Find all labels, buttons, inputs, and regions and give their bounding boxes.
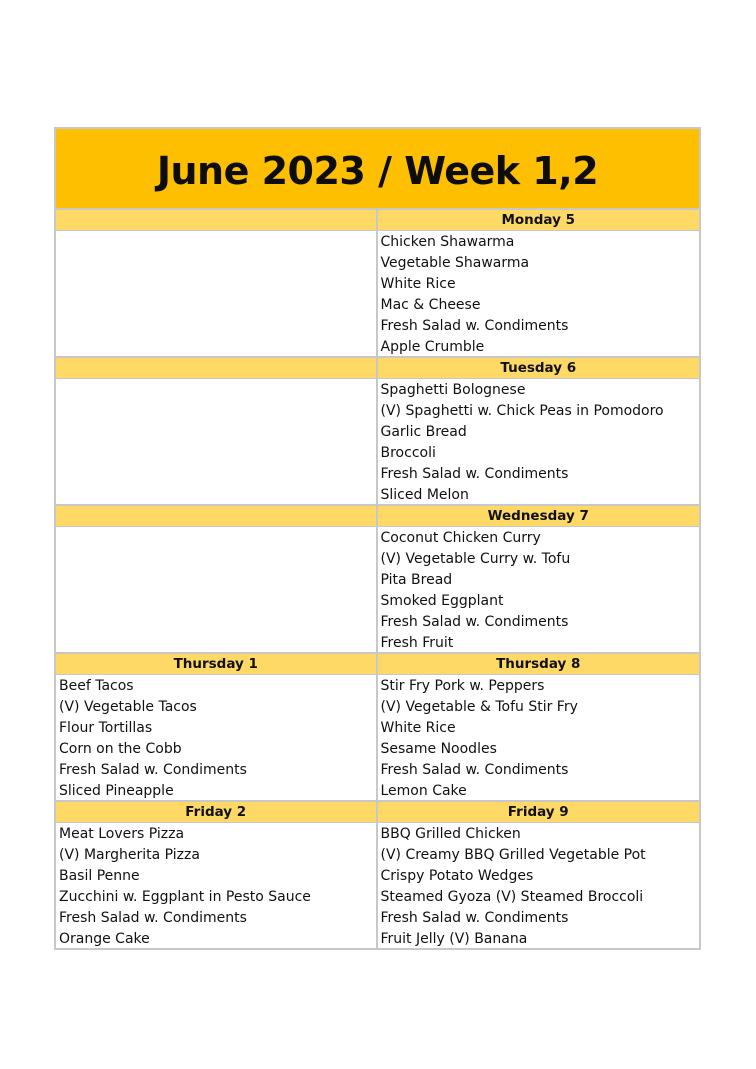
menu-item: White Rice [380,276,456,292]
menu-item: Coconut Chicken Curry [380,530,541,546]
day-blocks [56,210,699,948]
menu-item: Sliced Pineapple [59,783,174,799]
day-column-right [378,506,700,654]
day-block [56,210,699,358]
day-column-left [56,506,378,654]
day-header: Monday 5 [378,210,700,231]
page-title: June 2023 / Week 1,2 [156,148,599,193]
menu-item: Steamed Gyoza (V) Steamed Broccoli [380,889,644,905]
menu-item: (V) Margherita Pizza [59,847,200,863]
menu-item: Corn on the Cobb [59,741,182,757]
menu-item-list [378,379,700,506]
day-column-left [56,802,378,948]
day-column-right [378,210,700,358]
menu-item-list [56,231,376,358]
day-header: Friday 9 [378,802,700,823]
menu-item: Apple Crumble [380,339,485,355]
menu-item: Fresh Salad w. Condiments [380,318,569,334]
menu-item: Mac & Cheese [380,297,481,313]
day-header: Thursday 1 [56,654,376,675]
menu-table [54,127,701,950]
day-column-left [56,210,378,358]
menu-item-list [56,527,376,654]
menu-item: (V) Vegetable Curry w. Tofu [380,551,571,567]
day-header [56,358,376,379]
menu-item: Smoked Eggplant [380,593,504,609]
menu-item-list [378,527,700,654]
day-header: Wednesday 7 [378,506,700,527]
menu-item: Fresh Salad w. Condiments [59,762,247,778]
menu-item: Fresh Salad w. Condiments [59,910,247,926]
menu-item: Fresh Salad w. Condiments [380,466,569,482]
menu-item: Fresh Salad w. Condiments [380,762,569,778]
menu-item: (V) Vegetable Tacos [59,699,197,715]
day-block [56,654,699,802]
day-column-right [378,358,700,506]
day-column-right [378,802,700,948]
menu-item-list [378,231,700,358]
day-header [56,506,376,527]
day-header: Tuesday 6 [378,358,700,379]
menu-item: Fresh Salad w. Condiments [380,614,569,630]
menu-item: Orange Cake [59,931,150,947]
menu-item: Stir Fry Pork w. Peppers [380,678,545,694]
day-header [56,210,376,231]
menu-item-list [56,379,376,506]
day-block [56,506,699,654]
menu-item: Fruit Jelly (V) Banana [380,931,528,947]
menu-item: Beef Tacos [59,678,134,694]
menu-item-list [378,823,700,948]
day-block [56,358,699,506]
menu-item: Chicken Shawarma [380,234,515,250]
menu-item: Pita Bread [380,572,453,588]
menu-item: Vegetable Shawarma [380,255,530,271]
menu-item-list [56,823,376,948]
menu-item: Spaghetti Bolognese [380,382,526,398]
menu-item: Crispy Potato Wedges [380,868,534,884]
menu-item: Fresh Fruit [380,635,454,651]
menu-item: White Rice [380,720,456,736]
menu-item: (V) Creamy BBQ Grilled Vegetable Pot [380,847,646,863]
menu-item-list [378,675,700,802]
menu-item: Broccoli [380,445,436,461]
title-bar [56,129,699,210]
day-column-left [56,654,378,802]
menu-item: Meat Lovers Pizza [59,826,185,842]
menu-item: Garlic Bread [380,424,467,440]
menu-item-list [56,675,376,802]
menu-item: Sliced Melon [380,487,469,503]
menu-item: BBQ Grilled Chicken [380,826,521,842]
menu-item: Sesame Noodles [380,741,497,757]
menu-item: Zucchini w. Eggplant in Pesto Sauce [59,889,311,905]
menu-item: Fresh Salad w. Condiments [380,910,569,926]
menu-item: (V) Vegetable & Tofu Stir Fry [380,699,578,715]
menu-item: (V) Spaghetti w. Chick Peas in Pomodoro [380,403,664,419]
menu-item: Flour Tortillas [59,720,153,736]
day-column-left [56,358,378,506]
day-block [56,802,699,948]
day-header: Thursday 8 [378,654,700,675]
menu-item: Lemon Cake [380,783,467,799]
day-column-right [378,654,700,802]
day-header: Friday 2 [56,802,376,823]
menu-item: Basil Penne [59,868,140,884]
